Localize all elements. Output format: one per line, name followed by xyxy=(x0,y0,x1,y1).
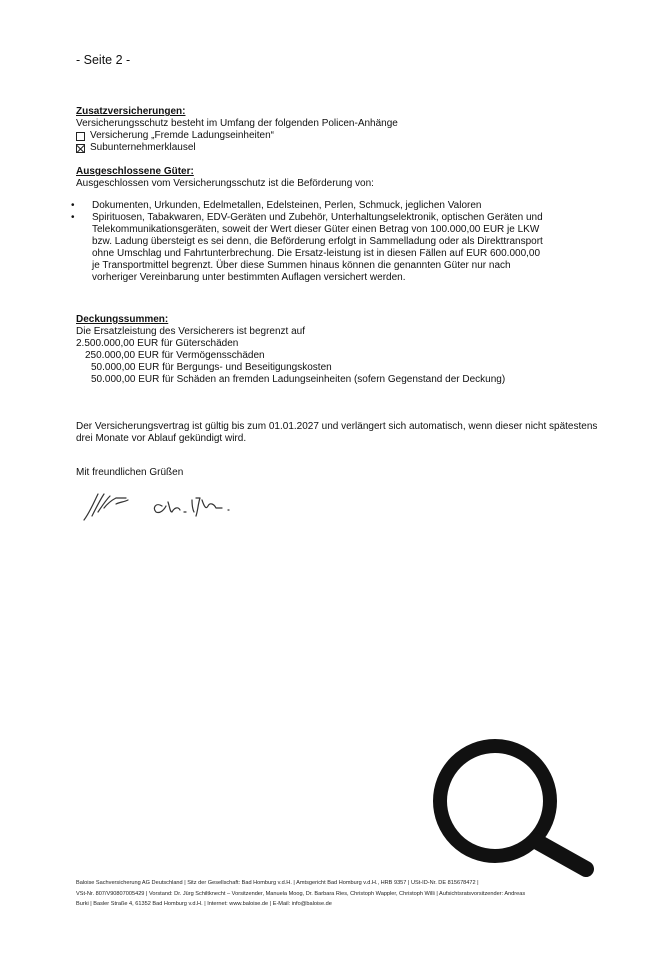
footer-line-1: Baloise Sachversicherung AG Deutschland | Sitz der Gesellschaft: Bad Homburg v.d.H. | Amtsgericht Bad Homburg v.d.H., HRB 9357 | USt-ID-Nr. DE 815678472 | xyxy=(76,880,479,886)
zusatz-title: Zusatzversicherungen: xyxy=(76,106,186,117)
amount-gueterschaeden: 2.500.000,00 EUR für Güterschäden xyxy=(76,338,239,349)
zusatz-intro: Versicherungsschutz besteht im Umfang der folgenden Policen-Anhänge xyxy=(76,118,398,129)
closing-text: Mit freundlichen Grüßen xyxy=(76,467,184,478)
list-item: • Dokumenten, Urkunden, Edelmetallen, Edelsteinen, Perlen, Schmuck, jeglichen Valoren xyxy=(76,200,546,212)
ausgeschlossen-section xyxy=(76,166,374,190)
checkbox-checked[interactable] xyxy=(76,144,85,153)
deckung-title: Deckungssummen: xyxy=(76,314,169,325)
checkbox-unchecked[interactable] xyxy=(76,132,85,141)
vertrag-section xyxy=(76,421,597,445)
vertrag-line-2: drei Monate vor Ablauf gekündigt wird. xyxy=(76,433,247,444)
option-label: Versicherung „Fremde Ladungseinheiten“ xyxy=(90,130,274,141)
signature-image xyxy=(80,486,250,526)
amount-ladungseinheiten: 50.000,00 EUR für Schäden an fremden Ladungseinheiten (sofern Gegenstand der Deckung) xyxy=(91,374,506,385)
ausgeschlossen-list xyxy=(76,200,546,284)
deckung-intro: Die Ersatzleistung des Versicherers ist begrenzt auf xyxy=(76,326,305,337)
magnifier-icon[interactable] xyxy=(430,737,602,877)
list-item: • Spirituosen, Tabakwaren, EDV-Geräten und Zubehör, Unterhaltungselektronik, optischen Geräten und Telekommunikationsgeräten, soweit der Wert dieser Güter einen Betrag von 100.000,00 EUR je LKW bzw. Ladung übersteigt es sei denn, die Beförderung erfolgt in Sammelladung oder als Direkttransport ohne Umschlag und Fahrtunterbrechung. Die Ersatz-leistung ist in diesen Fällen auf EUR 600.000,00 je Transportmittel begrenzt. Über diese Summen hinaus können die genannten Güter nur nach vorheriger Vereinbarung unter bestimmten Auflagen versichert werden. xyxy=(76,212,546,284)
vertrag-line-1: Der Versicherungsvertrag ist gültig bis zum 01.01.2027 und verlängert sich automatisch, wenn dieser nicht spätestens xyxy=(76,421,598,432)
option-fremde-ladungseinheiten[interactable] xyxy=(76,130,398,142)
option-subunternehmerklausel[interactable] xyxy=(76,142,398,154)
deckung-section xyxy=(76,314,505,386)
ausgeschlossen-title: Ausgeschlossene Güter: xyxy=(76,166,194,177)
zusatz-section xyxy=(76,106,398,154)
page-number: - Seite 2 - xyxy=(76,53,131,67)
footer-line-3: Burki | Basler Straße 4, 61352 Bad Homburg v.d.H. | Internet: www.baloise.de | E-Mail: info@baloise.de xyxy=(76,901,332,907)
option-label: Subunternehmerklausel xyxy=(90,142,196,153)
ausgeschlossen-intro: Ausgeschlossen vom Versicherungsschutz ist die Beförderung von: xyxy=(76,178,374,189)
amount-vermoegensschaeden: 250.000,00 EUR für Vermögensschäden xyxy=(85,350,265,361)
amount-bergungskosten: 50.000,00 EUR für Bergungs- und Beseitigungskosten xyxy=(91,362,332,373)
footer-line-2: VSt-Nr. 807/V90807005429 | Vorstand: Dr. Jürg Schiltknecht – Vorsitzender, Manuela Moog, Dr. Barbara Ries, Christoph Wappler, Christoph Willi | Aufsichtsratsvorsitzender: Andreas xyxy=(76,890,526,897)
footer xyxy=(76,878,626,910)
